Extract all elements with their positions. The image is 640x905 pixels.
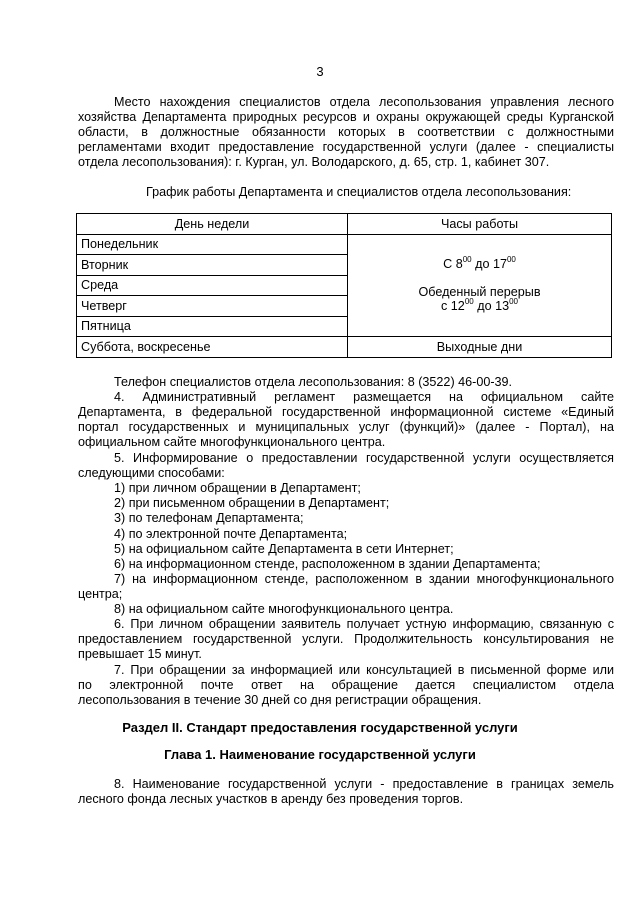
text-line: 4. Административный регламент размещается на официальном сайте <box>114 390 614 404</box>
list-item: 3) по телефонам Департамента; <box>114 511 304 526</box>
table-cell-weekend: Суббота, воскресенье <box>77 337 348 358</box>
break-title: Обеденный перерыв <box>418 285 541 300</box>
text-line: лесопользования в течение 30 дней со дня регистрации обращения. <box>78 693 482 707</box>
section-heading: Раздел II. Стандарт предоставления государственной услуги <box>122 720 518 735</box>
text-line: по электронной почте ответ на обращение дается специалистом отдела <box>78 678 614 692</box>
text-line: 6. При личном обращении заявитель получает устную информацию, связанную с <box>114 617 614 631</box>
text-line: отдела лесопользования): г. Курган, ул. Володарского, д. 65, стр. 1, кабинет 307. <box>78 155 550 169</box>
info-methods-list <box>114 481 540 572</box>
text-line: Место нахождения специалистов отдела лесопользования управления лесного <box>114 95 614 109</box>
text-line: 5. Информирование о предоставлении государственной услуги осуществляется <box>114 451 614 465</box>
text-line: 8. Наименование государственной услуги - предоставление в границах земель <box>114 777 614 791</box>
table-cell-weekend-hours: Выходные дни <box>348 337 612 358</box>
chapter-heading: Глава 1. Наименование государственной услуги <box>164 747 476 762</box>
text-line: центра; <box>78 587 123 601</box>
table-cell-day: Понедельник <box>77 234 348 255</box>
list-item: 5) на официальном сайте Департамента в сети Интернет; <box>114 541 454 556</box>
table-cell-day: Четверг <box>77 296 348 317</box>
table-cell-day: Пятница <box>77 316 348 337</box>
break-line: с $12^{00}$ до $13^{00}$ <box>441 297 518 314</box>
text-line: области, в должностные обязанности которых в соответствии с должностными <box>78 125 614 139</box>
text-line: официальном сайте многофункционального центра. <box>78 435 386 449</box>
table-cell-hours <box>348 234 612 337</box>
list-item: 2) при письменном обращении в Департамент; <box>114 496 390 511</box>
text-line: лесного фонда лесных участков в аренду без проведения торгов. <box>78 792 464 806</box>
text-line: 7. При обращении за информацией или консультацией в письменной форме или <box>114 663 614 677</box>
table-cell-day: Среда <box>77 275 348 296</box>
hours-line: С $8^{00}$ до $17^{00}$ <box>443 255 516 272</box>
text-line: хозяйства Департамента природных ресурсов и охраны окружающей среды Курганской <box>78 110 614 124</box>
text-line: портал государственных и муниципальных услуг (функций)» (далее - Портал), на <box>78 420 614 434</box>
list-item: 6) на информационном стенде, расположенном в здании Департамента; <box>114 557 541 572</box>
table-cell-day: Вторник <box>77 255 348 276</box>
list-item: 8) на официальном сайте многофункционального центра. <box>114 602 454 616</box>
text-line: 7) на информационном стенде, расположенном в здании многофункционального <box>114 572 614 586</box>
schedule-table <box>76 213 612 358</box>
phone-line: Телефон специалистов отдела лесопользования: 8 (3522) 46-00-39. <box>114 375 513 389</box>
text-line: превышает 15 минут. <box>78 647 202 661</box>
schedule-caption: График работы Департамента и специалистов отдела лесопользования: <box>146 185 572 199</box>
list-item: 4) по электронной почте Департамента; <box>114 526 348 541</box>
text-line: Департамента, в федеральной государственной информационной системе «Единый <box>78 405 614 419</box>
list-item: 1) при личном обращении в Департамент; <box>114 481 361 495</box>
text-line: предоставлением государственной услуги. Продолжительность консультирования не <box>78 632 614 646</box>
text-line: регламентами входит предоставление государственной услуги (далее - специалисты <box>78 140 614 154</box>
page-number: 3 <box>316 64 324 79</box>
table-header-hours: Часы работы <box>348 214 612 235</box>
text-line: следующими способами: <box>78 466 225 480</box>
table-header-day: День недели <box>77 214 348 235</box>
